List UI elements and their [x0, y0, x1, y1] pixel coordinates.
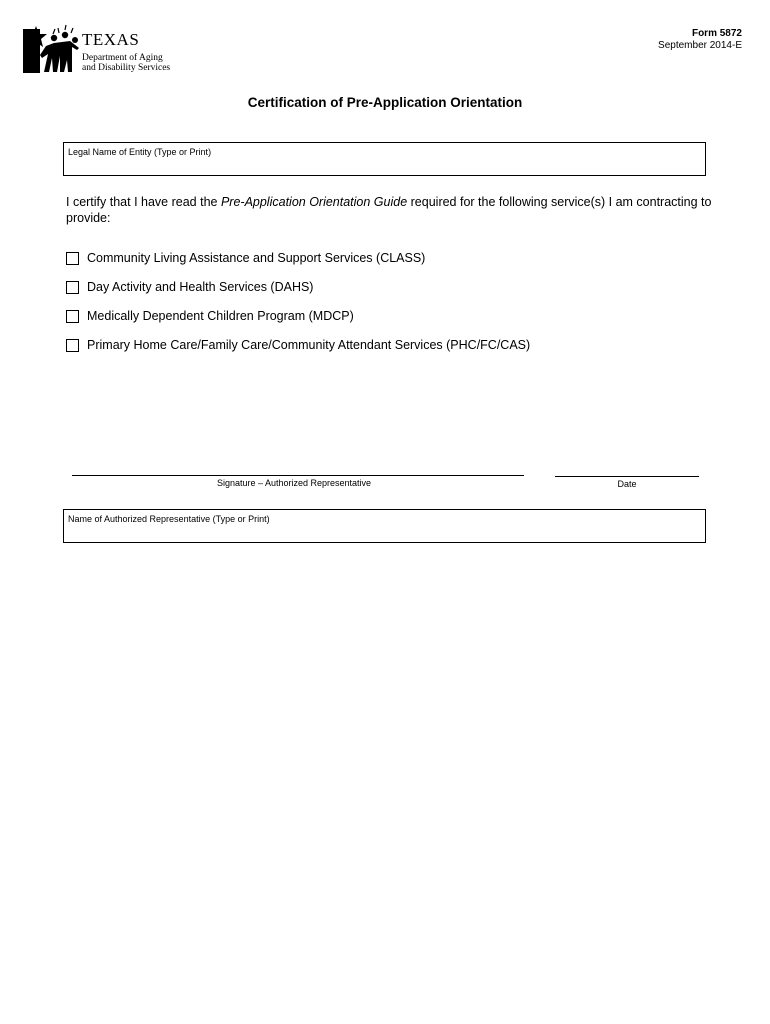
- certify-text-pre: I certify that I have read the: [66, 195, 221, 209]
- page-title: Certification of Pre-Application Orientation: [247, 95, 523, 110]
- certify-guide-title: Pre-Application Orientation Guide: [220, 195, 408, 209]
- date-line[interactable]: [555, 476, 699, 477]
- service-checkbox[interactable]: [66, 310, 79, 323]
- service-checkbox[interactable]: [66, 281, 79, 294]
- service-label: Medically Dependent Children Program (MDCP): [87, 309, 354, 323]
- date-label: Date: [617, 479, 637, 489]
- agency-logo: [22, 24, 172, 76]
- representative-name-label: Name of Authorized Representative (Type or Print): [68, 514, 270, 524]
- service-label: Primary Home Care/Family Care/Community Attendant Services (PHC/FC/CAS): [87, 338, 531, 352]
- service-checkbox[interactable]: [66, 339, 79, 352]
- certification-statement: [66, 194, 716, 226]
- logo-department-line1: Department of Aging: [82, 53, 163, 63]
- service-option-dahs[interactable]: [66, 280, 313, 294]
- logo-texas-text: TEXAS: [82, 30, 140, 49]
- service-option-mdcp[interactable]: [66, 309, 354, 323]
- representative-name-field: [63, 509, 706, 543]
- signature-label: Signature – Authorized Representative: [216, 478, 372, 488]
- texas-star-people-logo-icon: [22, 24, 80, 76]
- logo-department-line2: and Disability Services: [82, 63, 171, 73]
- signature-line[interactable]: [72, 475, 524, 476]
- representative-name-input[interactable]: [68, 526, 701, 540]
- service-label: Day Activity and Health Services (DAHS): [87, 280, 314, 294]
- form-identifier: [658, 28, 742, 52]
- legal-name-label: Legal Name of Entity (Type or Print): [68, 147, 212, 157]
- legal-name-input[interactable]: [68, 159, 701, 173]
- form-number: Form 5872: [691, 28, 742, 39]
- service-checkbox[interactable]: [66, 252, 79, 265]
- service-option-phc-fc-cas[interactable]: [66, 338, 530, 352]
- certify-text-post: required for the following service(s) I am contracting to provide:: [66, 195, 712, 225]
- form-date: September 2014-E: [658, 40, 742, 51]
- service-option-class[interactable]: [66, 251, 425, 265]
- service-label: Community Living Assistance and Support Services (CLASS): [87, 251, 426, 265]
- legal-name-field: [63, 142, 706, 176]
